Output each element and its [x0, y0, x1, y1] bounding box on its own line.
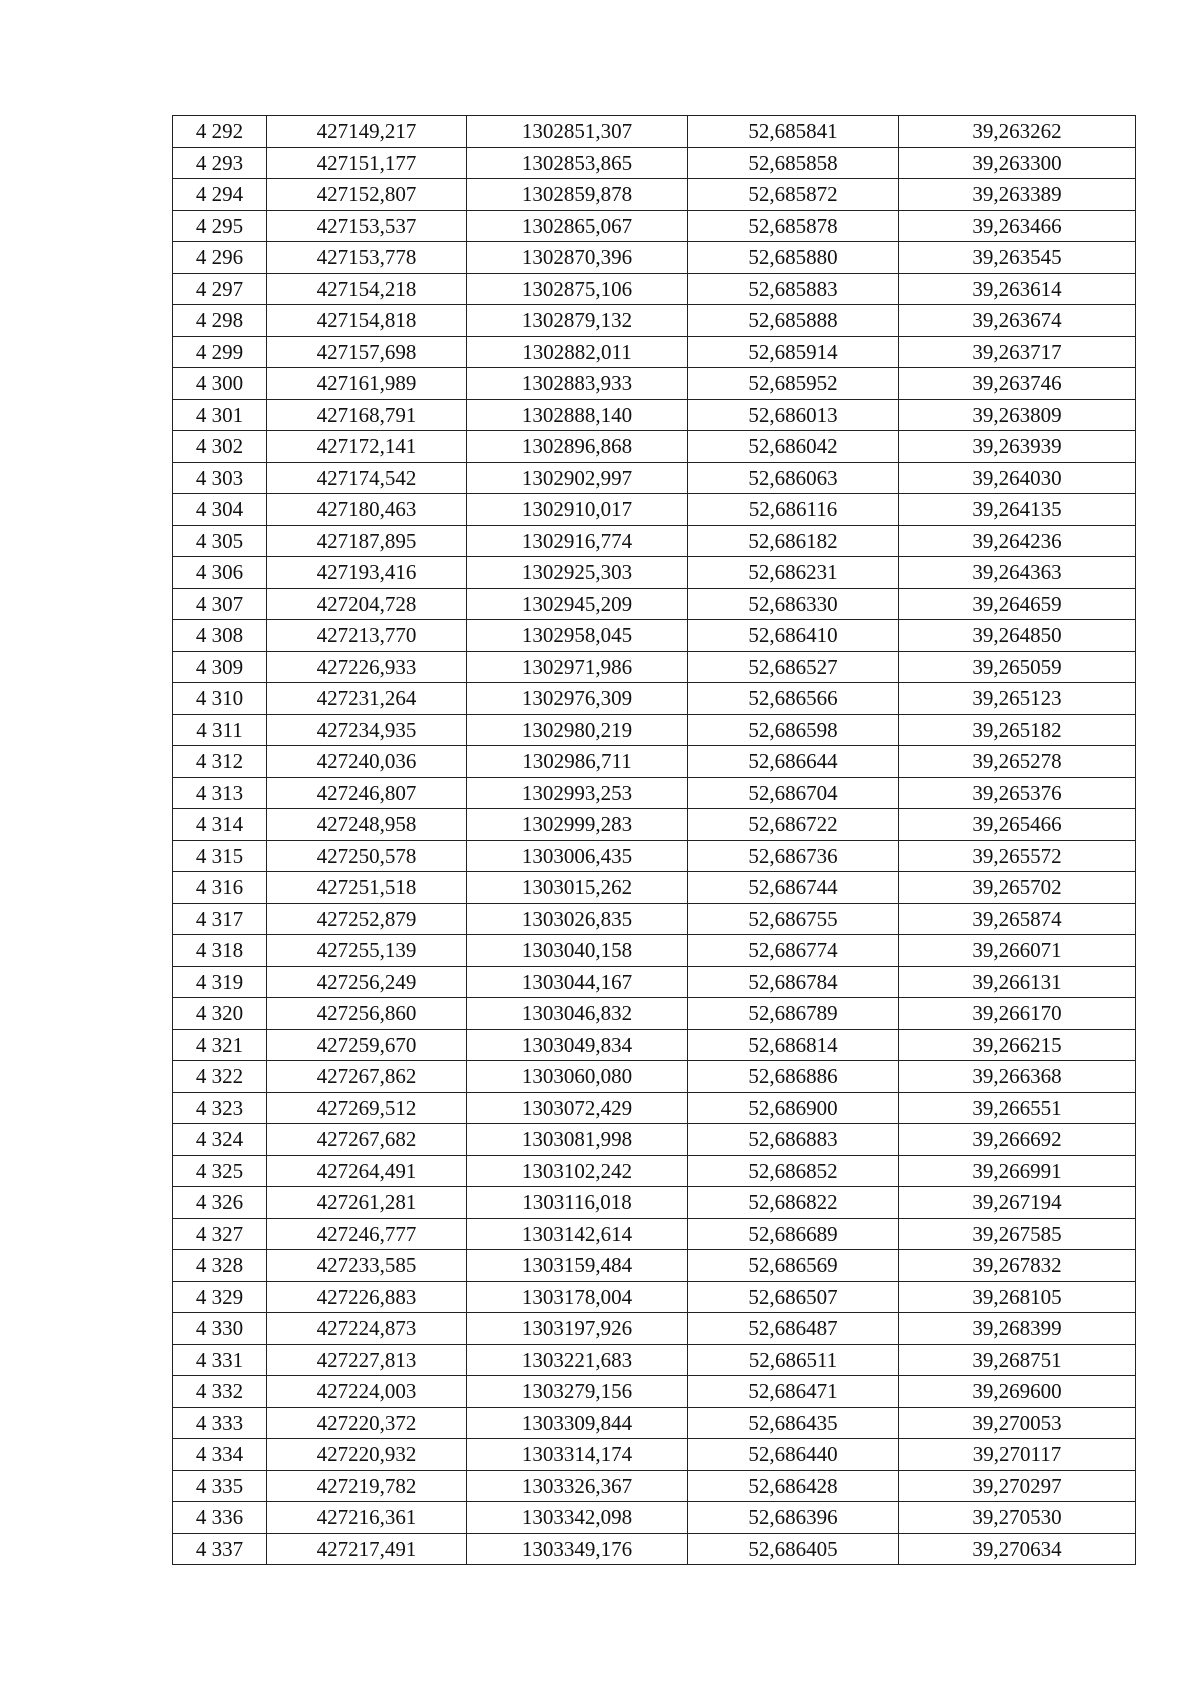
point-number-cell: 4 318	[173, 935, 267, 967]
point-number-cell: 4 333	[173, 1407, 267, 1439]
point-number-cell: 4 325	[173, 1155, 267, 1187]
latitude-cell: 52,686231	[688, 557, 899, 589]
table-row	[173, 273, 1136, 305]
table-row	[173, 620, 1136, 652]
point-number-cell: 4 317	[173, 903, 267, 935]
x-coordinate-cell: 427250,578	[267, 840, 467, 872]
point-number-cell: 4 335	[173, 1470, 267, 1502]
y-coordinate-cell: 1302916,774	[467, 525, 688, 557]
longitude-cell: 39,265874	[899, 903, 1136, 935]
x-coordinate-cell: 427240,036	[267, 746, 467, 778]
point-number-cell: 4 309	[173, 651, 267, 683]
latitude-cell: 52,686852	[688, 1155, 899, 1187]
longitude-cell: 39,265466	[899, 809, 1136, 841]
y-coordinate-cell: 1303040,158	[467, 935, 688, 967]
x-coordinate-cell: 427246,777	[267, 1218, 467, 1250]
latitude-cell: 52,686722	[688, 809, 899, 841]
table-row	[173, 1470, 1136, 1502]
x-coordinate-cell: 427224,873	[267, 1313, 467, 1345]
x-coordinate-cell: 427269,512	[267, 1092, 467, 1124]
x-coordinate-cell: 427246,807	[267, 777, 467, 809]
point-number-cell: 4 324	[173, 1124, 267, 1156]
point-number-cell: 4 307	[173, 588, 267, 620]
x-coordinate-cell: 427168,791	[267, 399, 467, 431]
point-number-cell: 4 306	[173, 557, 267, 589]
x-coordinate-cell: 427231,264	[267, 683, 467, 715]
longitude-cell: 39,263389	[899, 179, 1136, 211]
latitude-cell: 52,686736	[688, 840, 899, 872]
latitude-cell: 52,686440	[688, 1439, 899, 1471]
y-coordinate-cell: 1302993,253	[467, 777, 688, 809]
longitude-cell: 39,270117	[899, 1439, 1136, 1471]
point-number-cell: 4 327	[173, 1218, 267, 1250]
y-coordinate-cell: 1303072,429	[467, 1092, 688, 1124]
latitude-cell: 52,686744	[688, 872, 899, 904]
latitude-cell: 52,686013	[688, 399, 899, 431]
longitude-cell: 39,270297	[899, 1470, 1136, 1502]
x-coordinate-cell: 427227,813	[267, 1344, 467, 1376]
x-coordinate-cell: 427224,003	[267, 1376, 467, 1408]
longitude-cell: 39,263809	[899, 399, 1136, 431]
latitude-cell: 52,686774	[688, 935, 899, 967]
y-coordinate-cell: 1303116,018	[467, 1187, 688, 1219]
point-number-cell: 4 305	[173, 525, 267, 557]
latitude-cell: 52,686527	[688, 651, 899, 683]
y-coordinate-cell: 1303060,080	[467, 1061, 688, 1093]
table-row	[173, 305, 1136, 337]
point-number-cell: 4 314	[173, 809, 267, 841]
point-number-cell: 4 301	[173, 399, 267, 431]
y-coordinate-cell: 1303081,998	[467, 1124, 688, 1156]
x-coordinate-cell: 427180,463	[267, 494, 467, 526]
x-coordinate-cell: 427149,217	[267, 116, 467, 148]
table-row	[173, 1281, 1136, 1313]
longitude-cell: 39,264030	[899, 462, 1136, 494]
point-number-cell: 4 313	[173, 777, 267, 809]
latitude-cell: 52,686822	[688, 1187, 899, 1219]
coordinates-table	[172, 115, 1136, 1565]
x-coordinate-cell: 427256,860	[267, 998, 467, 1030]
x-coordinate-cell: 427217,491	[267, 1533, 467, 1565]
longitude-cell: 39,263746	[899, 368, 1136, 400]
latitude-cell: 52,686598	[688, 714, 899, 746]
y-coordinate-cell: 1302883,933	[467, 368, 688, 400]
longitude-cell: 39,270530	[899, 1502, 1136, 1534]
x-coordinate-cell: 427174,542	[267, 462, 467, 494]
x-coordinate-cell: 427220,932	[267, 1439, 467, 1471]
point-number-cell: 4 326	[173, 1187, 267, 1219]
point-number-cell: 4 296	[173, 242, 267, 274]
x-coordinate-cell: 427161,989	[267, 368, 467, 400]
y-coordinate-cell: 1303279,156	[467, 1376, 688, 1408]
y-coordinate-cell: 1303326,367	[467, 1470, 688, 1502]
y-coordinate-cell: 1302910,017	[467, 494, 688, 526]
latitude-cell: 52,686644	[688, 746, 899, 778]
longitude-cell: 39,266170	[899, 998, 1136, 1030]
x-coordinate-cell: 427220,372	[267, 1407, 467, 1439]
y-coordinate-cell: 1302999,283	[467, 809, 688, 841]
longitude-cell: 39,268399	[899, 1313, 1136, 1345]
point-number-cell: 4 292	[173, 116, 267, 148]
y-coordinate-cell: 1303044,167	[467, 966, 688, 998]
point-number-cell: 4 328	[173, 1250, 267, 1282]
latitude-cell: 52,685914	[688, 336, 899, 368]
table-row	[173, 1124, 1136, 1156]
latitude-cell: 52,686471	[688, 1376, 899, 1408]
x-coordinate-cell: 427252,879	[267, 903, 467, 935]
x-coordinate-cell: 427213,770	[267, 620, 467, 652]
table-row	[173, 1439, 1136, 1471]
coordinates-table-body	[173, 116, 1136, 1565]
latitude-cell: 52,686330	[688, 588, 899, 620]
longitude-cell: 39,267585	[899, 1218, 1136, 1250]
latitude-cell: 52,685883	[688, 273, 899, 305]
x-coordinate-cell: 427248,958	[267, 809, 467, 841]
table-row	[173, 777, 1136, 809]
y-coordinate-cell: 1302870,396	[467, 242, 688, 274]
longitude-cell: 39,264135	[899, 494, 1136, 526]
table-row	[173, 1344, 1136, 1376]
x-coordinate-cell: 427153,778	[267, 242, 467, 274]
x-coordinate-cell: 427154,818	[267, 305, 467, 337]
longitude-cell: 39,264659	[899, 588, 1136, 620]
x-coordinate-cell: 427154,218	[267, 273, 467, 305]
point-number-cell: 4 312	[173, 746, 267, 778]
longitude-cell: 39,266368	[899, 1061, 1136, 1093]
latitude-cell: 52,685952	[688, 368, 899, 400]
table-row	[173, 651, 1136, 683]
table-row	[173, 336, 1136, 368]
longitude-cell: 39,265059	[899, 651, 1136, 683]
longitude-cell: 39,266215	[899, 1029, 1136, 1061]
point-number-cell: 4 303	[173, 462, 267, 494]
latitude-cell: 52,686814	[688, 1029, 899, 1061]
table-row	[173, 179, 1136, 211]
y-coordinate-cell: 1302980,219	[467, 714, 688, 746]
point-number-cell: 4 332	[173, 1376, 267, 1408]
x-coordinate-cell: 427157,698	[267, 336, 467, 368]
point-number-cell: 4 297	[173, 273, 267, 305]
table-row	[173, 462, 1136, 494]
latitude-cell: 52,686689	[688, 1218, 899, 1250]
point-number-cell: 4 331	[173, 1344, 267, 1376]
latitude-cell: 52,685841	[688, 116, 899, 148]
latitude-cell: 52,686116	[688, 494, 899, 526]
longitude-cell: 39,265572	[899, 840, 1136, 872]
latitude-cell: 52,686487	[688, 1313, 899, 1345]
latitude-cell: 52,686405	[688, 1533, 899, 1565]
longitude-cell: 39,264850	[899, 620, 1136, 652]
table-row	[173, 935, 1136, 967]
point-number-cell: 4 329	[173, 1281, 267, 1313]
longitude-cell: 39,263717	[899, 336, 1136, 368]
longitude-cell: 39,266692	[899, 1124, 1136, 1156]
latitude-cell: 52,686507	[688, 1281, 899, 1313]
y-coordinate-cell: 1303015,262	[467, 872, 688, 904]
x-coordinate-cell: 427226,933	[267, 651, 467, 683]
point-number-cell: 4 295	[173, 210, 267, 242]
table-row	[173, 1407, 1136, 1439]
table-row	[173, 809, 1136, 841]
longitude-cell: 39,263545	[899, 242, 1136, 274]
longitude-cell: 39,266551	[899, 1092, 1136, 1124]
y-coordinate-cell: 1303178,004	[467, 1281, 688, 1313]
x-coordinate-cell: 427256,249	[267, 966, 467, 998]
y-coordinate-cell: 1303102,242	[467, 1155, 688, 1187]
longitude-cell: 39,265278	[899, 746, 1136, 778]
longitude-cell: 39,266991	[899, 1155, 1136, 1187]
y-coordinate-cell: 1302865,067	[467, 210, 688, 242]
y-coordinate-cell: 1303197,926	[467, 1313, 688, 1345]
longitude-cell: 39,265182	[899, 714, 1136, 746]
latitude-cell: 52,686428	[688, 1470, 899, 1502]
table-row	[173, 714, 1136, 746]
latitude-cell: 52,686886	[688, 1061, 899, 1093]
table-row	[173, 683, 1136, 715]
latitude-cell: 52,686755	[688, 903, 899, 935]
latitude-cell: 52,686435	[688, 1407, 899, 1439]
x-coordinate-cell: 427216,361	[267, 1502, 467, 1534]
latitude-cell: 52,686511	[688, 1344, 899, 1376]
y-coordinate-cell: 1302853,865	[467, 147, 688, 179]
table-row	[173, 1502, 1136, 1534]
point-number-cell: 4 300	[173, 368, 267, 400]
latitude-cell: 52,686063	[688, 462, 899, 494]
point-number-cell: 4 334	[173, 1439, 267, 1471]
longitude-cell: 39,263466	[899, 210, 1136, 242]
y-coordinate-cell: 1302971,986	[467, 651, 688, 683]
table-row	[173, 903, 1136, 935]
point-number-cell: 4 337	[173, 1533, 267, 1565]
point-number-cell: 4 304	[173, 494, 267, 526]
longitude-cell: 39,267832	[899, 1250, 1136, 1282]
y-coordinate-cell: 1302958,045	[467, 620, 688, 652]
y-coordinate-cell: 1302888,140	[467, 399, 688, 431]
latitude-cell: 52,686789	[688, 998, 899, 1030]
latitude-cell: 52,686900	[688, 1092, 899, 1124]
longitude-cell: 39,266071	[899, 935, 1136, 967]
table-row	[173, 746, 1136, 778]
longitude-cell: 39,270053	[899, 1407, 1136, 1439]
x-coordinate-cell: 427233,585	[267, 1250, 467, 1282]
longitude-cell: 39,264236	[899, 525, 1136, 557]
y-coordinate-cell: 1303221,683	[467, 1344, 688, 1376]
x-coordinate-cell: 427267,682	[267, 1124, 467, 1156]
table-row	[173, 1155, 1136, 1187]
table-row	[173, 368, 1136, 400]
point-number-cell: 4 315	[173, 840, 267, 872]
latitude-cell: 52,685888	[688, 305, 899, 337]
table-row	[173, 1313, 1136, 1345]
table-row	[173, 966, 1136, 998]
latitude-cell: 52,686410	[688, 620, 899, 652]
x-coordinate-cell: 427151,177	[267, 147, 467, 179]
x-coordinate-cell: 427204,728	[267, 588, 467, 620]
x-coordinate-cell: 427193,416	[267, 557, 467, 589]
table-row	[173, 1250, 1136, 1282]
table-row	[173, 1092, 1136, 1124]
y-coordinate-cell: 1302945,209	[467, 588, 688, 620]
table-row	[173, 1029, 1136, 1061]
x-coordinate-cell: 427172,141	[267, 431, 467, 463]
point-number-cell: 4 321	[173, 1029, 267, 1061]
latitude-cell: 52,686042	[688, 431, 899, 463]
point-number-cell: 4 320	[173, 998, 267, 1030]
longitude-cell: 39,268751	[899, 1344, 1136, 1376]
y-coordinate-cell: 1302851,307	[467, 116, 688, 148]
table-row	[173, 399, 1136, 431]
point-number-cell: 4 298	[173, 305, 267, 337]
table-row	[173, 872, 1136, 904]
x-coordinate-cell: 427259,670	[267, 1029, 467, 1061]
table-row	[173, 1061, 1136, 1093]
y-coordinate-cell: 1303309,844	[467, 1407, 688, 1439]
table-row	[173, 1218, 1136, 1250]
x-coordinate-cell: 427219,782	[267, 1470, 467, 1502]
latitude-cell: 52,685872	[688, 179, 899, 211]
x-coordinate-cell: 427226,883	[267, 1281, 467, 1313]
longitude-cell: 39,263614	[899, 273, 1136, 305]
longitude-cell: 39,268105	[899, 1281, 1136, 1313]
y-coordinate-cell: 1302986,711	[467, 746, 688, 778]
longitude-cell: 39,263674	[899, 305, 1136, 337]
x-coordinate-cell: 427234,935	[267, 714, 467, 746]
table-row	[173, 116, 1136, 148]
y-coordinate-cell: 1303046,832	[467, 998, 688, 1030]
longitude-cell: 39,263939	[899, 431, 1136, 463]
table-row	[173, 147, 1136, 179]
table-row	[173, 998, 1136, 1030]
point-number-cell: 4 308	[173, 620, 267, 652]
table-row	[173, 588, 1136, 620]
y-coordinate-cell: 1303159,484	[467, 1250, 688, 1282]
longitude-cell: 39,265376	[899, 777, 1136, 809]
table-row	[173, 840, 1136, 872]
point-number-cell: 4 302	[173, 431, 267, 463]
longitude-cell: 39,265123	[899, 683, 1136, 715]
table-row	[173, 494, 1136, 526]
longitude-cell: 39,269600	[899, 1376, 1136, 1408]
table-row	[173, 525, 1136, 557]
x-coordinate-cell: 427153,537	[267, 210, 467, 242]
longitude-cell: 39,267194	[899, 1187, 1136, 1219]
longitude-cell: 39,264363	[899, 557, 1136, 589]
y-coordinate-cell: 1302859,878	[467, 179, 688, 211]
x-coordinate-cell: 427267,862	[267, 1061, 467, 1093]
x-coordinate-cell: 427251,518	[267, 872, 467, 904]
point-number-cell: 4 330	[173, 1313, 267, 1345]
y-coordinate-cell: 1303349,176	[467, 1533, 688, 1565]
point-number-cell: 4 323	[173, 1092, 267, 1124]
point-number-cell: 4 293	[173, 147, 267, 179]
latitude-cell: 52,686566	[688, 683, 899, 715]
y-coordinate-cell: 1302879,132	[467, 305, 688, 337]
latitude-cell: 52,686182	[688, 525, 899, 557]
y-coordinate-cell: 1303006,435	[467, 840, 688, 872]
point-number-cell: 4 299	[173, 336, 267, 368]
latitude-cell: 52,685878	[688, 210, 899, 242]
latitude-cell: 52,686704	[688, 777, 899, 809]
table-row	[173, 431, 1136, 463]
longitude-cell: 39,266131	[899, 966, 1136, 998]
y-coordinate-cell: 1302902,997	[467, 462, 688, 494]
latitude-cell: 52,686569	[688, 1250, 899, 1282]
table-row	[173, 1187, 1136, 1219]
table-row	[173, 1376, 1136, 1408]
latitude-cell: 52,686784	[688, 966, 899, 998]
point-number-cell: 4 322	[173, 1061, 267, 1093]
latitude-cell: 52,686883	[688, 1124, 899, 1156]
y-coordinate-cell: 1303342,098	[467, 1502, 688, 1534]
latitude-cell: 52,685880	[688, 242, 899, 274]
y-coordinate-cell: 1302882,011	[467, 336, 688, 368]
point-number-cell: 4 319	[173, 966, 267, 998]
x-coordinate-cell: 427261,281	[267, 1187, 467, 1219]
table-row	[173, 557, 1136, 589]
point-number-cell: 4 294	[173, 179, 267, 211]
point-number-cell: 4 311	[173, 714, 267, 746]
y-coordinate-cell: 1302925,303	[467, 557, 688, 589]
point-number-cell: 4 336	[173, 1502, 267, 1534]
x-coordinate-cell: 427255,139	[267, 935, 467, 967]
table-row	[173, 210, 1136, 242]
y-coordinate-cell: 1303142,614	[467, 1218, 688, 1250]
y-coordinate-cell: 1302875,106	[467, 273, 688, 305]
y-coordinate-cell: 1303314,174	[467, 1439, 688, 1471]
latitude-cell: 52,685858	[688, 147, 899, 179]
x-coordinate-cell: 427187,895	[267, 525, 467, 557]
x-coordinate-cell: 427264,491	[267, 1155, 467, 1187]
longitude-cell: 39,265702	[899, 872, 1136, 904]
longitude-cell: 39,270634	[899, 1533, 1136, 1565]
table-row	[173, 1533, 1136, 1565]
longitude-cell: 39,263300	[899, 147, 1136, 179]
y-coordinate-cell: 1302976,309	[467, 683, 688, 715]
point-number-cell: 4 310	[173, 683, 267, 715]
latitude-cell: 52,686396	[688, 1502, 899, 1534]
y-coordinate-cell: 1303049,834	[467, 1029, 688, 1061]
longitude-cell: 39,263262	[899, 116, 1136, 148]
point-number-cell: 4 316	[173, 872, 267, 904]
table-row	[173, 242, 1136, 274]
x-coordinate-cell: 427152,807	[267, 179, 467, 211]
y-coordinate-cell: 1303026,835	[467, 903, 688, 935]
y-coordinate-cell: 1302896,868	[467, 431, 688, 463]
